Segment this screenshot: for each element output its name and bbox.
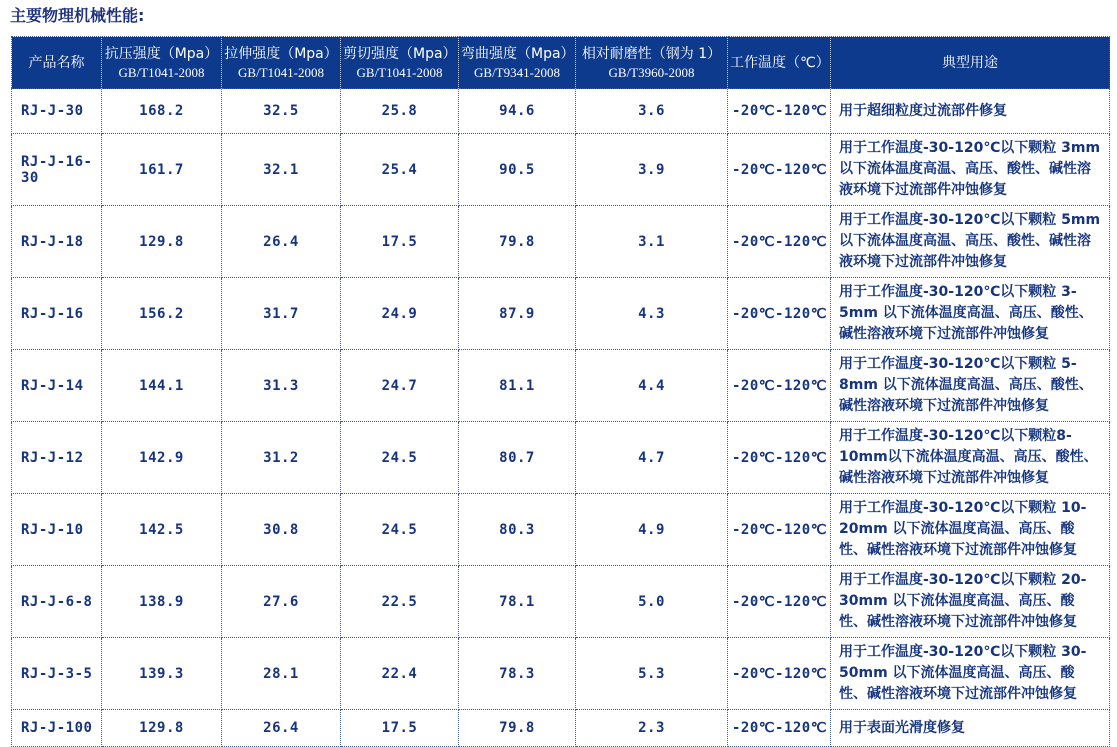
cell-bending: 80.7 — [459, 422, 576, 494]
cell-compressive: 144.1 — [102, 350, 222, 422]
cell-shear: 24.9 — [341, 278, 459, 350]
cell-bending: 80.3 — [459, 494, 576, 566]
cell-shear: 25.4 — [341, 134, 459, 206]
column-header-compressive — [102, 37, 222, 89]
column-title: 工作温度（℃） — [730, 54, 830, 71]
cell-use: 用于表面光滑度修复 — [831, 710, 1110, 747]
cell-use: 用于工作温度-30-120℃以下颗粒 3-5mm 以下流体温度高温、高压、酸性、碱性溶液环境下过流部件冲蚀修复 — [831, 278, 1110, 350]
cell-tensile: 31.7 — [222, 278, 341, 350]
cell-temp: -20℃-120℃ — [728, 278, 831, 350]
table-row — [12, 710, 1110, 747]
cell-use: 用于工作温度-30-120℃以下颗粒 5mm 以下流体温度高温、高压、酸性、碱性溶液环境下过流部件冲蚀修复 — [831, 206, 1110, 278]
cell-name: RJ-J-16-30 — [12, 134, 102, 206]
cell-name: RJ-J-12 — [12, 422, 102, 494]
cell-shear: 17.5 — [341, 206, 459, 278]
table-row — [12, 278, 1110, 350]
cell-name: RJ-J-100 — [12, 710, 102, 747]
cell-temp: -20℃-120℃ — [728, 206, 831, 278]
column-title: 弯曲强度（Mpa） — [461, 46, 575, 62]
cell-wear: 4.9 — [576, 494, 728, 566]
cell-bending: 79.8 — [459, 710, 576, 747]
cell-name: RJ-J-16 — [12, 278, 102, 350]
cell-name: RJ-J-14 — [12, 350, 102, 422]
column-title: 抗压强度（Mpa） — [104, 46, 219, 62]
cell-bending: 79.8 — [459, 206, 576, 278]
cell-name: RJ-J-18 — [12, 206, 102, 278]
cell-bending: 94.6 — [459, 89, 576, 134]
table-row — [12, 638, 1110, 710]
cell-name: RJ-J-30 — [12, 89, 102, 134]
cell-name: RJ-J-6-8 — [12, 566, 102, 638]
cell-bending: 87.9 — [459, 278, 576, 350]
cell-use: 用于工作温度-30-120℃以下颗粒 30-50mm 以下流体温度高温、高压、酸性、碱性溶液环境下过流部件冲蚀修复 — [831, 638, 1110, 710]
cell-wear: 4.3 — [576, 278, 728, 350]
cell-temp: -20℃-120℃ — [728, 638, 831, 710]
column-standard: GB/T1041-2008 — [238, 65, 324, 80]
cell-shear: 22.5 — [341, 566, 459, 638]
cell-temp: -20℃-120℃ — [728, 710, 831, 747]
column-standard: GB/T1041-2008 — [356, 65, 443, 80]
cell-shear: 24.7 — [341, 350, 459, 422]
column-standard: GB/T9341-2008 — [474, 65, 560, 80]
cell-wear: 3.1 — [576, 206, 728, 278]
column-header-name — [12, 37, 102, 89]
table-header-row — [12, 37, 1110, 89]
cell-bending: 78.1 — [459, 566, 576, 638]
cell-temp: -20℃-120℃ — [728, 494, 831, 566]
column-title: 相对耐磨性（钢为 1） — [581, 46, 722, 62]
cell-name: RJ-J-3-5 — [12, 638, 102, 710]
cell-bending: 78.3 — [459, 638, 576, 710]
cell-name: RJ-J-10 — [12, 494, 102, 566]
cell-shear: 24.5 — [341, 422, 459, 494]
cell-tensile: 32.5 — [222, 89, 341, 134]
cell-tensile: 30.8 — [222, 494, 341, 566]
table-row — [12, 422, 1110, 494]
column-title: 剪切强度（Mpa） — [343, 46, 457, 62]
cell-wear: 4.7 — [576, 422, 728, 494]
cell-wear: 3.6 — [576, 89, 728, 134]
table-body — [12, 89, 1110, 747]
cell-use: 用于工作温度-30-120℃以下颗粒 5-8mm 以下流体温度高温、高压、酸性、碱性溶液环境下过流部件冲蚀修复 — [831, 350, 1110, 422]
cell-compressive: 138.9 — [102, 566, 222, 638]
mechanical-properties-table — [11, 36, 1110, 747]
cell-use: 用于超细粒度过流部件修复 — [831, 89, 1110, 134]
cell-shear: 22.4 — [341, 638, 459, 710]
table-row — [12, 134, 1110, 206]
cell-shear: 25.8 — [341, 89, 459, 134]
cell-tensile: 27.6 — [222, 566, 341, 638]
cell-temp: -20℃-120℃ — [728, 134, 831, 206]
cell-tensile: 32.1 — [222, 134, 341, 206]
cell-compressive: 168.2 — [102, 89, 222, 134]
cell-temp: -20℃-120℃ — [728, 422, 831, 494]
cell-tensile: 26.4 — [222, 710, 341, 747]
column-header-bending — [459, 37, 576, 89]
cell-use: 用于工作温度-30-120℃以下颗粒 3mm 以下流体温度高温、高压、酸性、碱性溶液环境下过流部件冲蚀修复 — [831, 134, 1110, 206]
cell-bending: 81.1 — [459, 350, 576, 422]
cell-wear: 4.4 — [576, 350, 728, 422]
page-title: 主要物理机械性能: — [10, 6, 145, 25]
cell-compressive: 129.8 — [102, 206, 222, 278]
cell-use: 用于工作温度-30-120℃以下颗粒8-10mm以下流体温度高温、高压、酸性、碱性溶液环境下过流部件冲蚀修复 — [831, 422, 1110, 494]
cell-shear: 24.5 — [341, 494, 459, 566]
cell-compressive: 161.7 — [102, 134, 222, 206]
column-header-temp — [728, 37, 831, 89]
cell-temp: -20℃-120℃ — [728, 89, 831, 134]
cell-wear: 3.9 — [576, 134, 728, 206]
cell-tensile: 31.3 — [222, 350, 341, 422]
column-header-wear — [576, 37, 728, 89]
column-standard: GB/T3960-2008 — [608, 65, 695, 80]
table-row — [12, 494, 1110, 566]
cell-compressive: 142.5 — [102, 494, 222, 566]
cell-temp: -20℃-120℃ — [728, 566, 831, 638]
cell-compressive: 139.3 — [102, 638, 222, 710]
cell-tensile: 26.4 — [222, 206, 341, 278]
page — [0, 5, 1117, 736]
cell-use: 用于工作温度-30-120℃以下颗粒 20-30mm 以下流体温度高温、高压、酸性、碱性溶液环境下过流部件冲蚀修复 — [831, 566, 1110, 638]
cell-tensile: 31.2 — [222, 422, 341, 494]
table-row — [12, 566, 1110, 638]
cell-compressive: 156.2 — [102, 278, 222, 350]
cell-wear: 5.3 — [576, 638, 728, 710]
table-row — [12, 89, 1110, 134]
table-row — [12, 206, 1110, 278]
cell-compressive: 142.9 — [102, 422, 222, 494]
cell-wear: 2.3 — [576, 710, 728, 747]
column-title: 拉伸强度（Mpa） — [224, 46, 338, 62]
table-header — [12, 37, 1110, 89]
cell-tensile: 28.1 — [222, 638, 341, 710]
cell-temp: -20℃-120℃ — [728, 350, 831, 422]
cell-bending: 90.5 — [459, 134, 576, 206]
cell-compressive: 129.8 — [102, 710, 222, 747]
cell-use: 用于工作温度-30-120℃以下颗粒 10-20mm 以下流体温度高温、高压、酸性、碱性溶液环境下过流部件冲蚀修复 — [831, 494, 1110, 566]
cell-wear: 5.0 — [576, 566, 728, 638]
column-standard: GB/T1041-2008 — [118, 65, 205, 80]
table-row — [12, 350, 1110, 422]
column-title: 产品名称 — [28, 54, 85, 71]
column-title: 典型用途 — [942, 54, 998, 71]
column-header-shear — [341, 37, 459, 89]
cell-shear: 17.5 — [341, 710, 459, 747]
column-header-use — [831, 37, 1110, 89]
column-header-tensile — [222, 37, 341, 89]
